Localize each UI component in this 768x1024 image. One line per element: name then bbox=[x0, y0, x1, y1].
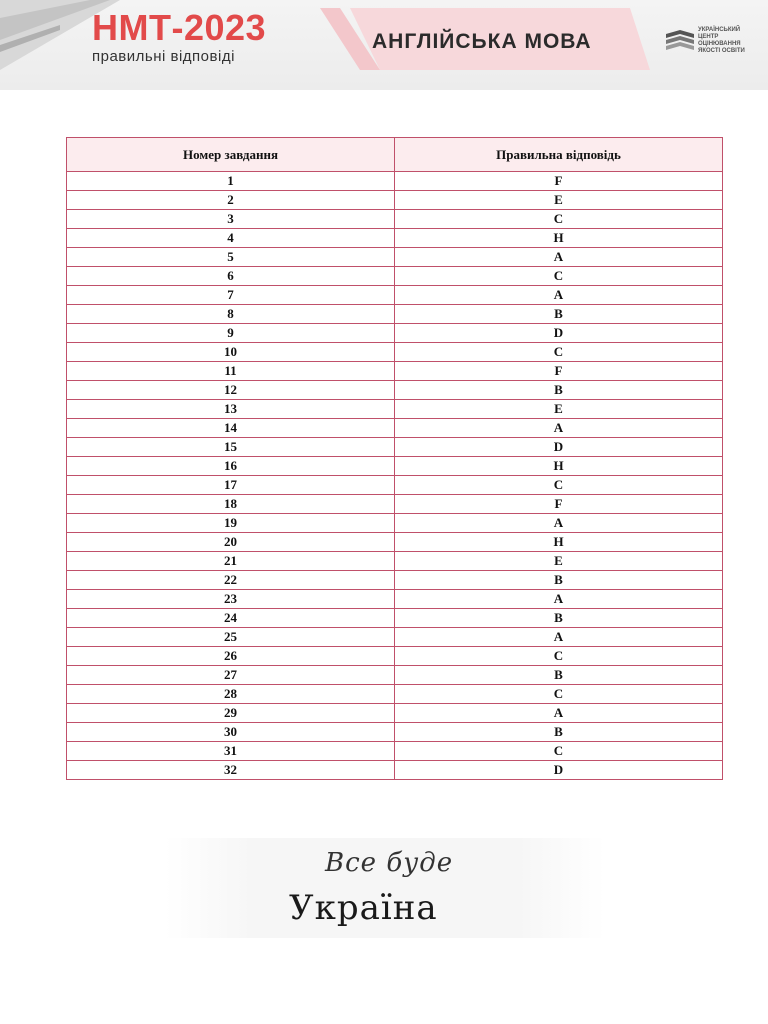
table-row bbox=[67, 476, 723, 495]
task-number-cell: 32 bbox=[67, 761, 395, 780]
table-row bbox=[67, 172, 723, 191]
correct-answer-cell: D bbox=[395, 324, 723, 343]
task-number-cell: 25 bbox=[67, 628, 395, 647]
column-header-correct-answer: Правильна відповідь bbox=[395, 138, 723, 172]
table-row bbox=[67, 400, 723, 419]
table-row bbox=[67, 514, 723, 533]
table-row bbox=[67, 742, 723, 761]
column-header-task-number: Номер завдання bbox=[67, 138, 395, 172]
subject-title: АНГЛІЙСЬКА МОВА bbox=[372, 30, 592, 53]
correct-answer-cell: D bbox=[395, 761, 723, 780]
table-row bbox=[67, 305, 723, 324]
table-row bbox=[67, 666, 723, 685]
header-banner bbox=[0, 0, 768, 90]
task-number-cell: 24 bbox=[67, 609, 395, 628]
correct-answer-cell: C bbox=[395, 476, 723, 495]
task-number-cell: 18 bbox=[67, 495, 395, 514]
footer-slogan bbox=[165, 838, 605, 938]
correct-answer-cell: B bbox=[395, 381, 723, 400]
table-row bbox=[67, 533, 723, 552]
task-number-cell: 5 bbox=[67, 248, 395, 267]
table-row bbox=[67, 628, 723, 647]
footer-script-text: Все буде bbox=[325, 848, 454, 878]
correct-answer-cell: C bbox=[395, 210, 723, 229]
correct-answer-cell: E bbox=[395, 400, 723, 419]
task-number-cell: 23 bbox=[67, 590, 395, 609]
correct-answer-cell: B bbox=[395, 723, 723, 742]
correct-answer-cell: A bbox=[395, 628, 723, 647]
task-number-cell: 20 bbox=[67, 533, 395, 552]
table-row bbox=[67, 229, 723, 248]
task-number-cell: 2 bbox=[67, 191, 395, 210]
correct-answer-cell: B bbox=[395, 666, 723, 685]
table-row bbox=[67, 381, 723, 400]
table-row bbox=[67, 609, 723, 628]
correct-answer-cell: C bbox=[395, 267, 723, 286]
table-row bbox=[67, 324, 723, 343]
task-number-cell: 10 bbox=[67, 343, 395, 362]
table-row bbox=[67, 552, 723, 571]
exam-title: НМТ-2023 bbox=[92, 7, 267, 48]
correct-answer-cell: E bbox=[395, 191, 723, 210]
exam-subtitle: правильні відповіді bbox=[92, 48, 235, 65]
correct-answer-cell: E bbox=[395, 552, 723, 571]
table-row bbox=[67, 704, 723, 723]
task-number-cell: 16 bbox=[67, 457, 395, 476]
org-logo-text: УКРАЇНСЬКИЙ ЦЕНТР ОЦІНЮВАННЯ ЯКОСТІ ОСВІТИ bbox=[698, 27, 745, 54]
table-row bbox=[67, 419, 723, 438]
table-row bbox=[67, 571, 723, 590]
correct-answer-cell: H bbox=[395, 533, 723, 552]
correct-answer-cell: B bbox=[395, 305, 723, 324]
table-row bbox=[67, 590, 723, 609]
correct-answer-cell: A bbox=[395, 248, 723, 267]
correct-answer-cell: A bbox=[395, 286, 723, 305]
answers-table bbox=[66, 137, 723, 780]
table-row bbox=[67, 685, 723, 704]
table-body bbox=[67, 172, 723, 780]
table-row bbox=[67, 495, 723, 514]
task-number-cell: 15 bbox=[67, 438, 395, 457]
task-number-cell: 17 bbox=[67, 476, 395, 495]
table-row bbox=[67, 362, 723, 381]
correct-answer-cell: C bbox=[395, 343, 723, 362]
task-number-cell: 19 bbox=[67, 514, 395, 533]
correct-answer-cell: A bbox=[395, 704, 723, 723]
book-logo-icon bbox=[664, 26, 696, 58]
task-number-cell: 7 bbox=[67, 286, 395, 305]
table-header-row bbox=[67, 138, 723, 172]
task-number-cell: 12 bbox=[67, 381, 395, 400]
task-number-cell: 13 bbox=[67, 400, 395, 419]
table-row bbox=[67, 286, 723, 305]
correct-answer-cell: B bbox=[395, 609, 723, 628]
correct-answer-cell: H bbox=[395, 229, 723, 248]
task-number-cell: 22 bbox=[67, 571, 395, 590]
task-number-cell: 26 bbox=[67, 647, 395, 666]
table-row bbox=[67, 343, 723, 362]
correct-answer-cell: C bbox=[395, 742, 723, 761]
task-number-cell: 21 bbox=[67, 552, 395, 571]
correct-answer-cell: C bbox=[395, 647, 723, 666]
org-logo bbox=[664, 26, 760, 62]
table-row bbox=[67, 267, 723, 286]
table-row bbox=[67, 248, 723, 267]
table-row bbox=[67, 438, 723, 457]
task-number-cell: 31 bbox=[67, 742, 395, 761]
correct-answer-cell: F bbox=[395, 172, 723, 191]
task-number-cell: 8 bbox=[67, 305, 395, 324]
task-number-cell: 1 bbox=[67, 172, 395, 191]
correct-answer-cell: H bbox=[395, 457, 723, 476]
task-number-cell: 30 bbox=[67, 723, 395, 742]
task-number-cell: 29 bbox=[67, 704, 395, 723]
footer-main-text: Україна bbox=[289, 888, 438, 928]
task-number-cell: 4 bbox=[67, 229, 395, 248]
correct-answer-cell: B bbox=[395, 571, 723, 590]
table-row bbox=[67, 647, 723, 666]
table-row bbox=[67, 191, 723, 210]
table-row bbox=[67, 761, 723, 780]
table-row bbox=[67, 723, 723, 742]
task-number-cell: 11 bbox=[67, 362, 395, 381]
table-row bbox=[67, 210, 723, 229]
task-number-cell: 3 bbox=[67, 210, 395, 229]
correct-answer-cell: A bbox=[395, 590, 723, 609]
correct-answer-cell: A bbox=[395, 419, 723, 438]
task-number-cell: 14 bbox=[67, 419, 395, 438]
task-number-cell: 28 bbox=[67, 685, 395, 704]
correct-answer-cell: F bbox=[395, 495, 723, 514]
correct-answer-cell: F bbox=[395, 362, 723, 381]
task-number-cell: 27 bbox=[67, 666, 395, 685]
task-number-cell: 6 bbox=[67, 267, 395, 286]
correct-answer-cell: D bbox=[395, 438, 723, 457]
task-number-cell: 9 bbox=[67, 324, 395, 343]
table-row bbox=[67, 457, 723, 476]
correct-answer-cell: C bbox=[395, 685, 723, 704]
correct-answer-cell: A bbox=[395, 514, 723, 533]
